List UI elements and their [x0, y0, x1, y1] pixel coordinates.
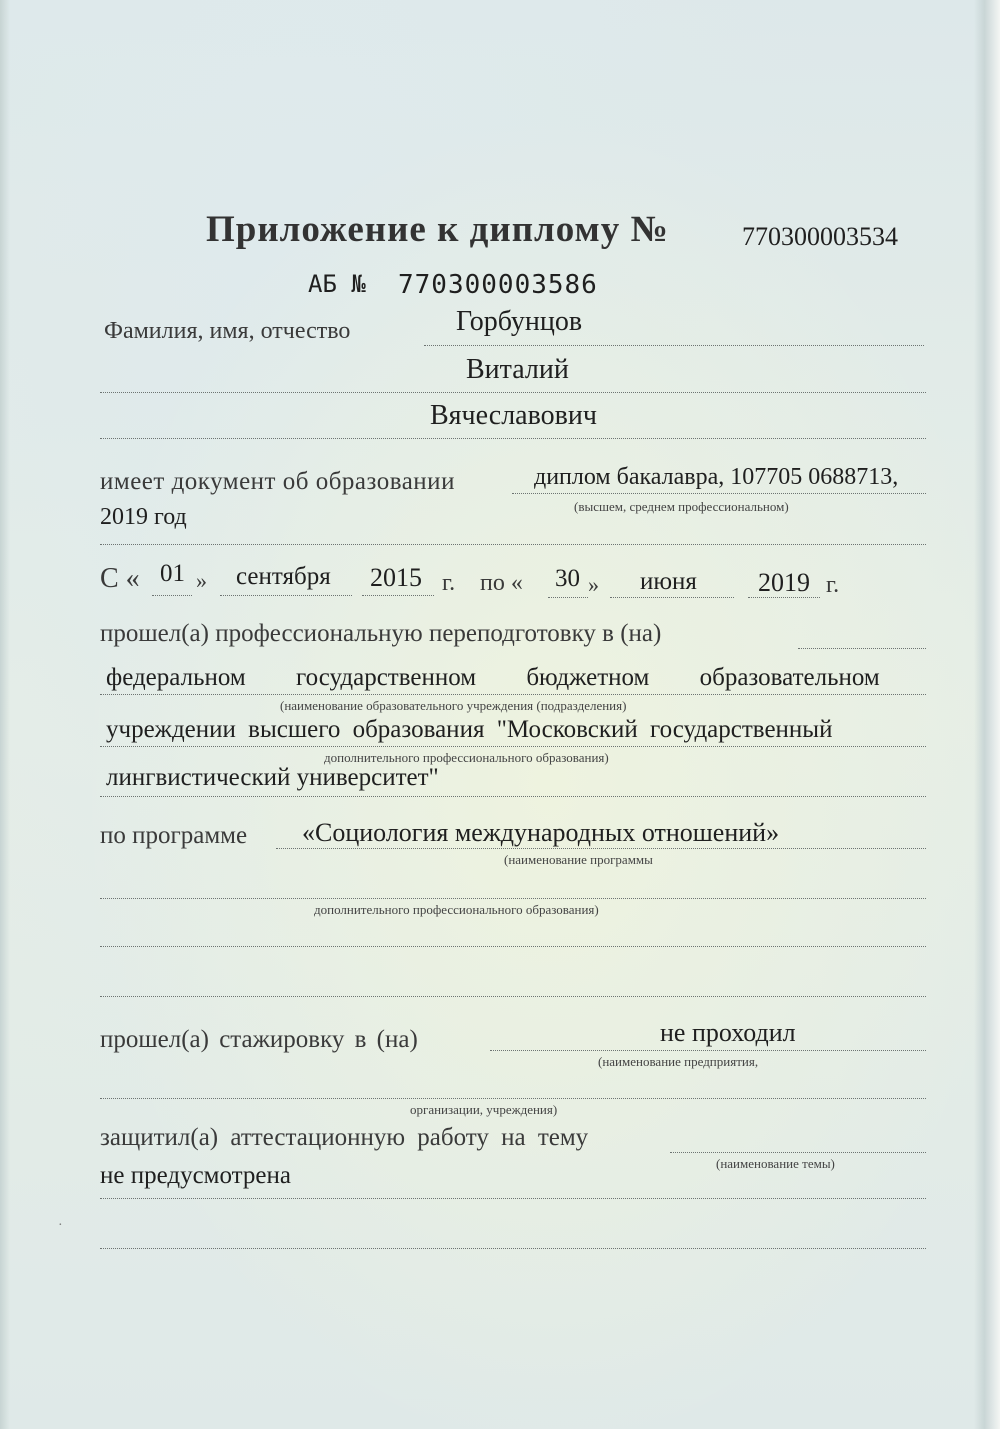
education-label: имеет документ об образовании [100, 468, 455, 495]
paper-speck: · [58, 1218, 63, 1233]
internship-underline-1 [490, 1050, 926, 1051]
institution-underline-1 [100, 694, 926, 695]
ab-number: 770300003586 [398, 270, 598, 300]
period-to-month-line [610, 597, 734, 598]
institution-line-1: федеральном государственном бюджетном образовательном [106, 664, 880, 691]
surname-value: Горбунцов [456, 306, 583, 337]
program-value: «Социология международных отношений» [302, 818, 780, 847]
program-hint-1: (наименование программы [504, 852, 653, 867]
period-year-suffix-2: г. [826, 572, 840, 598]
period-to-close: » [588, 572, 599, 597]
period-to-year: 2019 [758, 568, 810, 597]
internship-label: прошел(а) стажировку в (на) [100, 1026, 418, 1053]
internship-underline-2 [100, 1098, 926, 1099]
thesis-underline-2 [100, 1198, 926, 1199]
period-from-prefix: С « [100, 563, 140, 594]
institution-line-3: лингвистический университет" [106, 764, 439, 791]
fio-line-3 [100, 438, 926, 439]
thesis-value: не предусмотрена [100, 1162, 291, 1189]
period-to-prefix: по « [480, 570, 523, 596]
program-underline-1 [276, 848, 926, 849]
diploma-number: 770300003534 [742, 222, 898, 251]
program-underline-3 [100, 946, 926, 947]
institution-hint-1: (наименование образовательного учреждения (подразделения) [280, 698, 627, 713]
program-underline-4 [100, 996, 926, 997]
education-year: 2019 год [100, 504, 187, 530]
period-from-day: 01 [160, 560, 185, 587]
education-line-1 [512, 493, 926, 494]
program-underline-2 [100, 898, 926, 899]
thesis-hint: (наименование темы) [716, 1156, 835, 1171]
fio-line-2 [100, 392, 926, 393]
institution-underline-2 [100, 746, 926, 747]
period-to-day-line [548, 597, 588, 598]
first-name-value: Виталий [466, 354, 569, 385]
period-to-year-line [748, 597, 820, 598]
period-to-month: июня [640, 568, 697, 595]
patronymic-value: Вячеславович [430, 400, 597, 431]
period-from-day-line [152, 595, 192, 596]
ab-label: АБ № [308, 270, 366, 298]
period-from-close: » [196, 568, 207, 593]
fio-line-1 [424, 345, 924, 346]
paper-left-edge [0, 0, 10, 1429]
internship-hint-1: (наименование предприятия, [598, 1054, 759, 1069]
thesis-underline-3 [100, 1248, 926, 1249]
program-hint-2: дополнительного профессионального образования) [314, 902, 599, 917]
education-line-2 [100, 544, 926, 545]
retraining-label: прошел(а) профессиональную переподготовку в (на) [100, 620, 662, 647]
education-value: диплом бакалавра, 107705 0688713, [534, 464, 899, 490]
period-from-month-line [220, 595, 352, 596]
institution-hint-2: дополнительного профессионального образования) [324, 750, 609, 765]
institution-line-2: учреждении высшего образования "Московский государственный [106, 716, 833, 743]
thesis-label: защитил(а) аттестационную работу на тему [100, 1124, 589, 1151]
period-year-suffix-1: г. [442, 570, 456, 596]
program-label: по программе [100, 822, 248, 849]
retraining-line-0 [798, 648, 926, 649]
fio-label: Фамилия, имя, отчество [104, 318, 351, 344]
period-from-month: сентября [236, 563, 331, 590]
period-from-year: 2015 [370, 563, 422, 592]
education-hint: (высшем, среднем профессиональном) [574, 499, 789, 514]
institution-underline-3 [100, 796, 926, 797]
internship-hint-2: организации, учреждения) [410, 1102, 558, 1117]
period-from-year-line [362, 595, 434, 596]
period-to-day: 30 [555, 565, 580, 592]
thesis-underline-1 [670, 1152, 926, 1153]
paper-right-edge [974, 0, 1000, 1429]
internship-value: не проходил [660, 1018, 796, 1047]
document-title: Приложение к диплому № [206, 209, 669, 250]
